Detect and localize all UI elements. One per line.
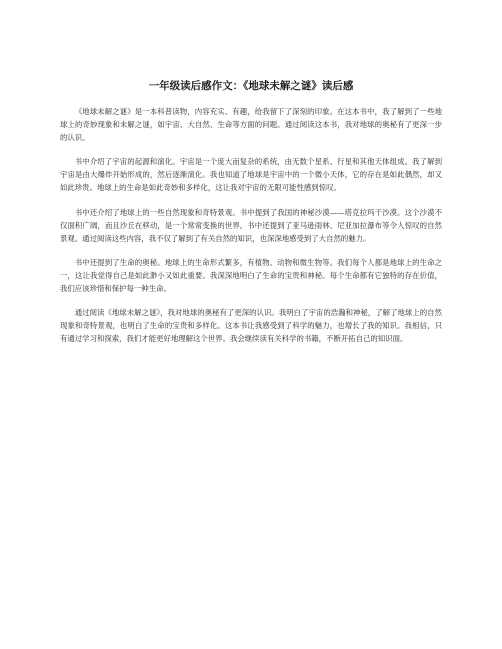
paragraph-3: 书中还介绍了地球上的一些自然现象和奇特景观。书中提到了我国的神秘沙漠——塔克拉玛干沙漠。这个沙漠不仅面积广阔，而且沙丘在移动，是一个常常变换的世界。书中还提到了亚马逊雨林、尼亚加拉瀑布等令人惊叹的自然景观。通过阅读这些内容，我不仅了解到了有关自然的知识，也深深地感受到了大自然的魅力。 — [60, 207, 442, 243]
paragraph-4: 书中还提到了生命的奥秘。地球上的生命形式繁多，有植物、动物和微生物等。我们每个人都是地球上的生命之一，这让我觉得自己是如此渺小又如此重要。我深深地明白了生命的宝贵和神秘。每个生命都有它独特的存在价值，我们应该珍惜和保护每一种生命。 — [60, 257, 442, 294]
paragraph-1: 《地球未解之谜》是一本科普读物，内容充实、有趣，给我留下了深刻的印象。在这本书中，我了解到了一些地球上的奇妙现象和未解之谜，如宇宙、大自然、生命等方面的问题。通过阅读这本书，我对地球的奥秘有了更深一步的认识。 — [60, 107, 442, 143]
paragraph-5: 通过阅读《地球未解之谜》，我对地球的奥秘有了更深的认识。我明白了宇宙的浩瀚和神秘，了解了地球上的自然现象和奇特景观，也明白了生命的宝贵和多样化。这本书让我感受到了科学的魅力，也增长了我的知识。我相信，只有通过学习和探索，我们才能更好地理解这个世界。我会继续读有关科学的书籍，不断开拓自己的知识面。 — [60, 308, 442, 344]
paragraph-2: 书中介绍了宇宙的起源和演化。宇宙是一个庞大而复杂的系统，由无数个星系、行星和其他天体组成。我了解到宇宙是由大爆炸开始形成的，然后逐渐演化。我也知道了地球是宇宙中的一个微小天体，它的存在是如此偶然，却又如此珍贵。地球上的生命是如此奇妙和多样化，这让我对宇宙的无限可能性感到惊叹。 — [60, 157, 442, 193]
document-title: 一年级读后感作文：《地球未解之谜》读后感 — [148, 80, 354, 92]
document-body — [60, 105, 442, 356]
